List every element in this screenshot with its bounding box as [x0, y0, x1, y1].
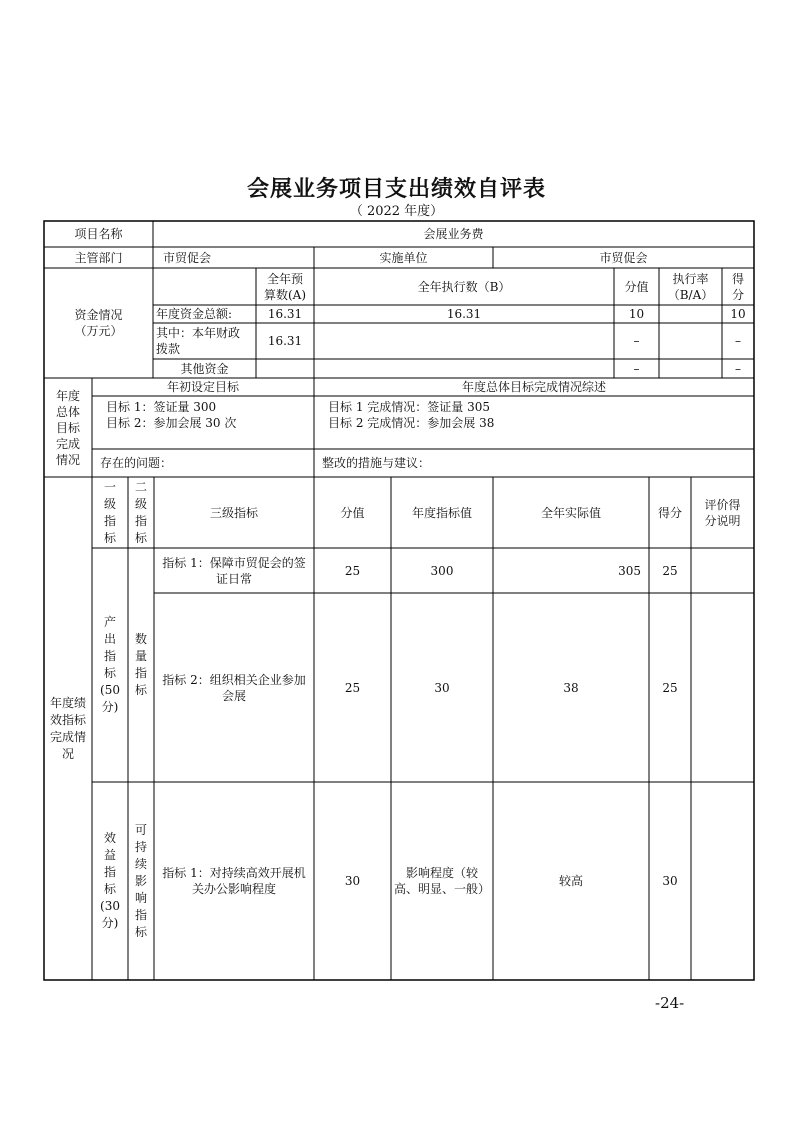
level2-header: 二 级 指 标	[134, 479, 147, 545]
funds-row-score: 10	[730, 307, 746, 321]
measures-label: 整改的措施与建议：	[322, 456, 431, 470]
form-title: 会展业务项目支出绩效自评表	[246, 176, 546, 202]
indicator-note	[691, 593, 754, 782]
level3-header: 三级指标	[209, 505, 258, 520]
funds-row-exec: 16.31	[446, 307, 482, 321]
page-number: -24-	[655, 994, 685, 1012]
funds-row-label: 其中：本年财政 拨款	[156, 326, 241, 356]
weight-col-header: 分值	[340, 505, 365, 520]
indicator-weight: 25	[344, 680, 361, 695]
benefit-indicator-label: 效 益 指 标 (30 分)	[100, 831, 120, 930]
level1-header: 一 级 指 标	[103, 479, 116, 545]
indicator-note	[691, 782, 754, 980]
indicator-weight: 30	[344, 874, 361, 888]
supervisor-dept-label: 主管部门	[74, 250, 123, 265]
goals-label: 年度 总体 目标 完成 情况	[55, 388, 80, 467]
funds-row-budget: 16.31	[267, 334, 303, 348]
funds-row-rate	[659, 323, 722, 359]
indicator-score: 25	[662, 680, 678, 695]
indicator-actual: 305	[618, 563, 641, 578]
score-col-header: 得分	[657, 505, 682, 520]
indicators-label: 年度绩效指标完成情况	[49, 695, 86, 761]
funds-row-label: 年度资金总额:	[156, 307, 233, 321]
indicator-actual: 38	[563, 680, 579, 695]
funds-row-weight: –	[633, 334, 640, 348]
implementing-unit-label: 实施单位	[379, 250, 428, 265]
indicator-target: 30	[434, 680, 450, 695]
funds-row-budget: 16.31	[267, 307, 303, 321]
problems-label: 存在的问题：	[100, 456, 173, 470]
initial-goals-header: 年初设定目标	[166, 380, 239, 394]
target-col-header: 年度指标值	[411, 505, 472, 520]
goals-summary-text: 目标 1 完成情况：签证量 305 目标 2 完成情况：参加会展 38	[328, 400, 495, 430]
rate-header: 执行率 （B/A）	[667, 271, 714, 302]
funds-row-weight: 10	[628, 307, 645, 321]
indicator-target: 影响程度（较 高、明显、一般）	[394, 866, 491, 896]
funds-row-rate	[659, 305, 722, 323]
quantity-indicator-label: 数 量 指 标	[134, 632, 147, 697]
funds-row-label: 其他资金	[180, 361, 229, 376]
sustainability-indicator-label: 可 持 续 影 响 指 标	[134, 822, 147, 939]
implementing-unit-value: 市贸促会	[599, 250, 648, 265]
indicator-note	[691, 548, 754, 593]
funds-row-rate	[659, 359, 722, 378]
weight-header: 分值	[624, 279, 649, 294]
funds-row-score: –	[735, 334, 741, 348]
output-indicator-label: 产 出 指 标 (50 分)	[100, 615, 120, 714]
funds-row-budget	[256, 359, 314, 378]
indicator-actual: 较高	[558, 874, 583, 888]
supervisor-dept-value: 市贸促会	[163, 250, 212, 265]
budget-header: 全年预 算数(A)	[263, 271, 307, 302]
indicator-name: 指标 1：对持续高效开展机 关办公影响程度	[162, 866, 306, 896]
funds-label: 资金情况 （万元）	[74, 308, 123, 338]
actual-col-header: 全年实际值	[540, 505, 601, 520]
funds-row-exec	[314, 359, 614, 378]
project-name-label: 项目名称	[74, 227, 123, 241]
indicator-name: 指标 1：保障市贸促会的签 证日常	[162, 555, 306, 586]
indicator-target: 300	[430, 563, 454, 578]
funds-row-score: –	[735, 361, 741, 376]
indicator-name: 指标 2：组织相关企业参加 会展	[162, 672, 306, 703]
funds-row-weight: –	[633, 361, 640, 376]
form-year: （ 2022 年度）	[349, 204, 444, 219]
indicator-score: 30	[662, 874, 678, 888]
score-header: 得 分	[731, 271, 744, 302]
goals-summary-header: 年度总体目标完成情况综述	[461, 380, 606, 394]
indicator-weight: 25	[344, 563, 361, 578]
funds-row-exec	[314, 323, 614, 359]
execution-header: 全年执行数（B）	[417, 279, 511, 294]
note-col-header: 评价得 分说明	[704, 497, 741, 528]
project-name-value: 会展业务费	[423, 227, 484, 241]
initial-goals-text: 目标 1：签证量 300 目标 2：参加会展 30 次	[106, 400, 237, 430]
indicator-score: 25	[662, 563, 678, 578]
